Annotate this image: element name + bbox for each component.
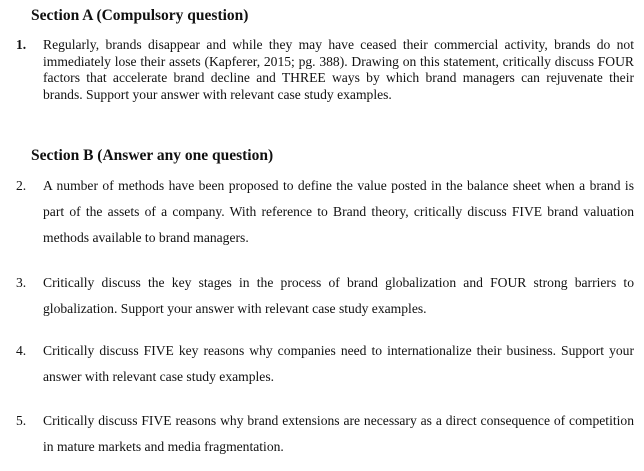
question-number: 4. (16, 343, 27, 358)
question-number: 3. (16, 275, 27, 290)
question-text: A number of methods have been proposed to define the value posted in the balance sheet when a brand is part of the assets of a company. With reference to Brand theory, critically discuss FIVE brand valuation methods available to brand managers. (43, 178, 634, 245)
question-4 (16, 338, 634, 390)
question-1 (16, 37, 634, 103)
section-a-heading: Section A (Compulsory question) (31, 7, 249, 24)
question-5 (16, 408, 634, 460)
question-number: 1. (16, 37, 27, 52)
section-b-heading: Section B (Answer any one question) (31, 147, 274, 164)
question-text: Critically discuss FIVE key reasons why companies need to internationalize their business. Support your answer with relevant case study examples. (43, 343, 634, 384)
question-text: Critically discuss FIVE reasons why brand extensions are necessary as a direct consequence of competition in mature markets and media fragmentation. (43, 413, 634, 454)
question-text: Critically discuss the key stages in the process of brand globalization and FOUR strong barriers to globalization. Support your answer with relevant case study examples. (43, 275, 634, 316)
question-text: Regularly, brands disappear and while they may have ceased their commercial activity, brands do not immediately lose their assets (Kapferer, 2015; pg. 388). Drawing on this statement, critically discuss FOUR factors that accelerate brand decline and THREE ways by which brand managers can rejuvenate their brands. Support your answer with relevant case study examples. (43, 37, 634, 102)
question-number: 2. (16, 178, 27, 193)
question-number: 5. (16, 413, 27, 428)
question-3 (16, 270, 634, 322)
question-2 (16, 173, 634, 251)
